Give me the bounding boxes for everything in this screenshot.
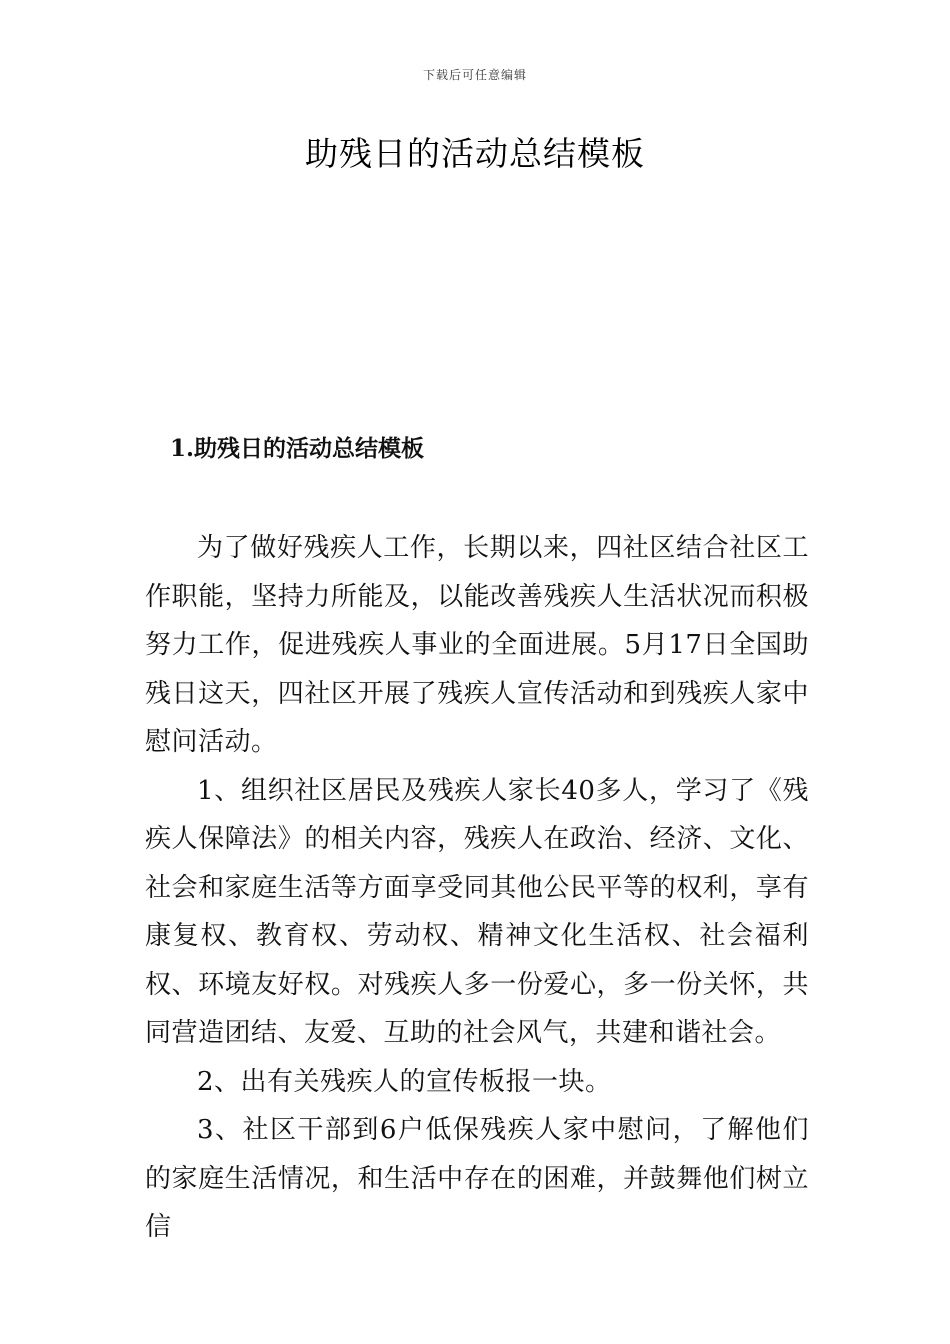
document-title: 助残日的活动总结模板 [305, 134, 645, 173]
paragraph-item-3: 3、社区干部到6户低保残疾人家中慰问，了解他们的家庭生活情况，和生活中存在的困难，并鼓舞他们树立信 [145, 1115, 809, 1242]
body-text [145, 524, 809, 1252]
section-heading: 1.助残日的活动总结模板 [170, 435, 425, 462]
paragraph-item-2: 2、出有关残疾人的宣传板报一块。 [197, 1066, 612, 1097]
header-note: 下载后可任意编辑 [422, 68, 527, 82]
paragraph-intro: 为了做好残疾人工作，长期以来，四社区结合社区工作职能，坚持力所能及，以能改善残疾人生活状况而积极努力工作，促进残疾人事业的全面进展。5月17日全国助残日这天，四社区开展了残疾人宣传活动和到残疾人家中慰问活动。 [145, 533, 809, 757]
paragraph-item-1: 1、组织社区居民及残疾人家长40多人，学习了《残疾人保障法》的相关内容，残疾人在政治、经济、文化、社会和家庭生活等方面享受同其他公民平等的权利，享有康复权、教育权、劳动权、精神文化生活权、社会福利权、环境友好权。对残疾人多一份爱心，多一份关怀，共同营造团结、友爱、互助的社会风气，共建和谐社会。 [145, 775, 809, 1048]
